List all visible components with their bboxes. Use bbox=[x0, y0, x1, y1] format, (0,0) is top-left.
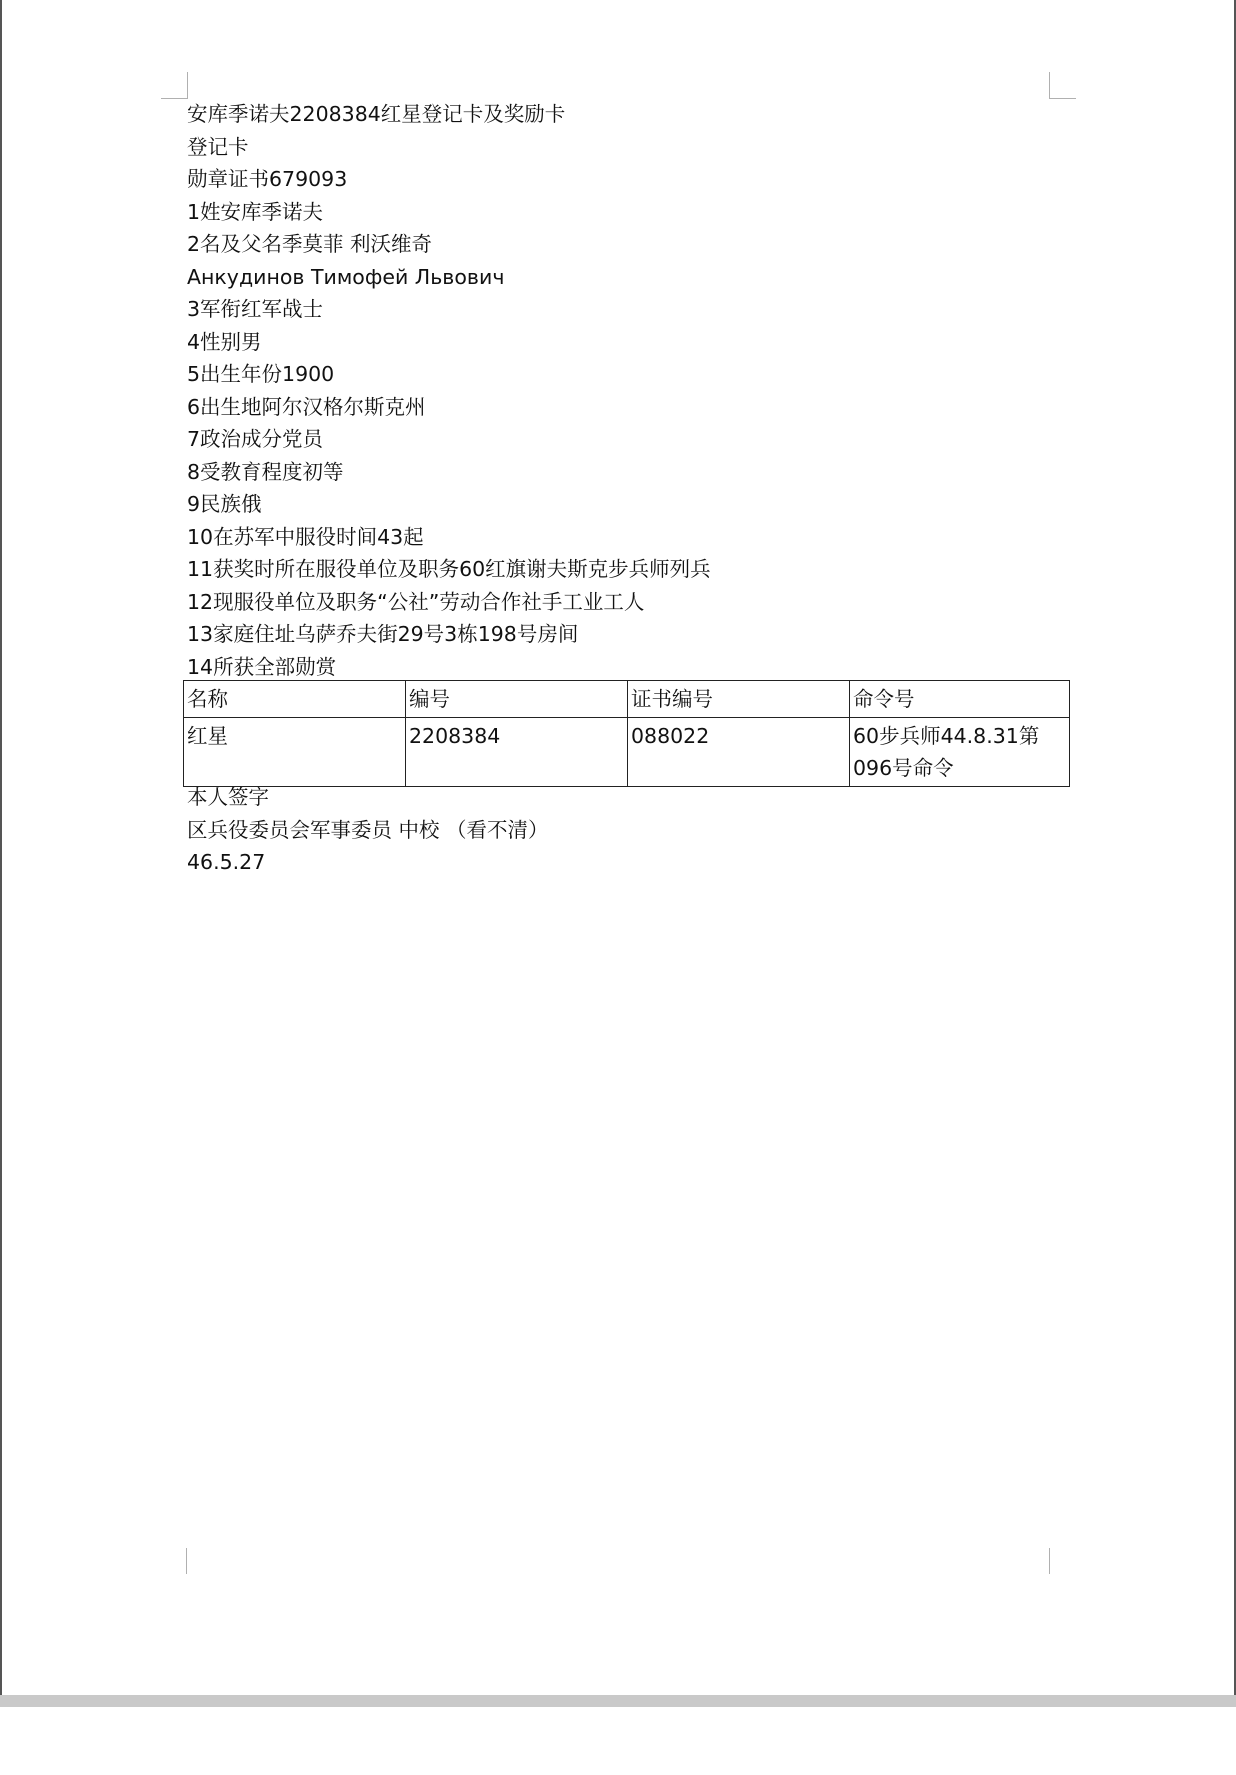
signatory-line: 区兵役委员会军事委员 中校 （看不清） bbox=[187, 817, 549, 842]
text-line: Анкудинов Тимофей Львович bbox=[187, 264, 505, 289]
margin-corner-top-left bbox=[161, 72, 188, 99]
awards-table bbox=[183, 680, 1070, 787]
table-row bbox=[184, 718, 1070, 787]
text-line: 10在苏军中服役时间43起 bbox=[187, 524, 424, 549]
text-line: 1姓安库季诺夫 bbox=[187, 199, 324, 224]
text-line: 13家庭住址乌萨乔夫街29号3栋198号房间 bbox=[187, 622, 579, 646]
table-header-cell: 证书编号 bbox=[628, 681, 850, 718]
text-line: 6出生地阿尔汉格尔斯克州 bbox=[187, 394, 426, 419]
text-line: 9民族俄 bbox=[187, 492, 262, 516]
table-header-cell: 编号 bbox=[406, 681, 628, 718]
table-header-cell: 命令号 bbox=[850, 681, 1070, 718]
document-title: 安库季诺夫2208384红星登记卡及奖励卡 bbox=[187, 102, 566, 126]
table-cell: 60步兵师44.8.31第096号命令 bbox=[850, 718, 1070, 787]
table-header-row bbox=[184, 681, 1070, 718]
text-line: 12现服役单位及职务“公社”劳动合作社手工业工人 bbox=[187, 589, 645, 614]
table-cell: 088022 bbox=[628, 718, 850, 787]
text-line: 勋章证书679093 bbox=[187, 167, 348, 191]
table-header-cell: 名称 bbox=[184, 681, 406, 718]
table-cell: 2208384 bbox=[406, 718, 628, 787]
text-line: 11获奖时所在服役单位及职务60红旗谢夫斯克步兵师列兵 bbox=[187, 557, 711, 581]
text-line: 2名及父名季莫菲 利沃维奇 bbox=[187, 232, 433, 256]
table-cell: 红星 bbox=[184, 718, 406, 787]
page-edge-left bbox=[0, 0, 2, 1700]
text-line: 4性别男 bbox=[187, 329, 262, 354]
text-line: 7政治成分党员 bbox=[187, 427, 324, 451]
signature-line: 本人签字 bbox=[187, 785, 269, 809]
text-line: 8受教育程度初等 bbox=[187, 459, 344, 484]
text-line: 3军衔红军战士 bbox=[187, 297, 324, 321]
document-footer bbox=[187, 781, 1067, 879]
margin-corner-bottom-left bbox=[186, 1548, 188, 1574]
date-line: 46.5.27 bbox=[187, 850, 266, 874]
text-line: 5出生年份1900 bbox=[187, 362, 335, 386]
section-heading: 登记卡 bbox=[187, 134, 249, 159]
margin-corner-top-right bbox=[1049, 72, 1076, 99]
margin-corner-bottom-right bbox=[1049, 1548, 1051, 1574]
document-body bbox=[187, 98, 1067, 683]
page-separator bbox=[0, 1695, 1236, 1707]
text-line: 14所获全部勋赏 bbox=[187, 654, 337, 679]
